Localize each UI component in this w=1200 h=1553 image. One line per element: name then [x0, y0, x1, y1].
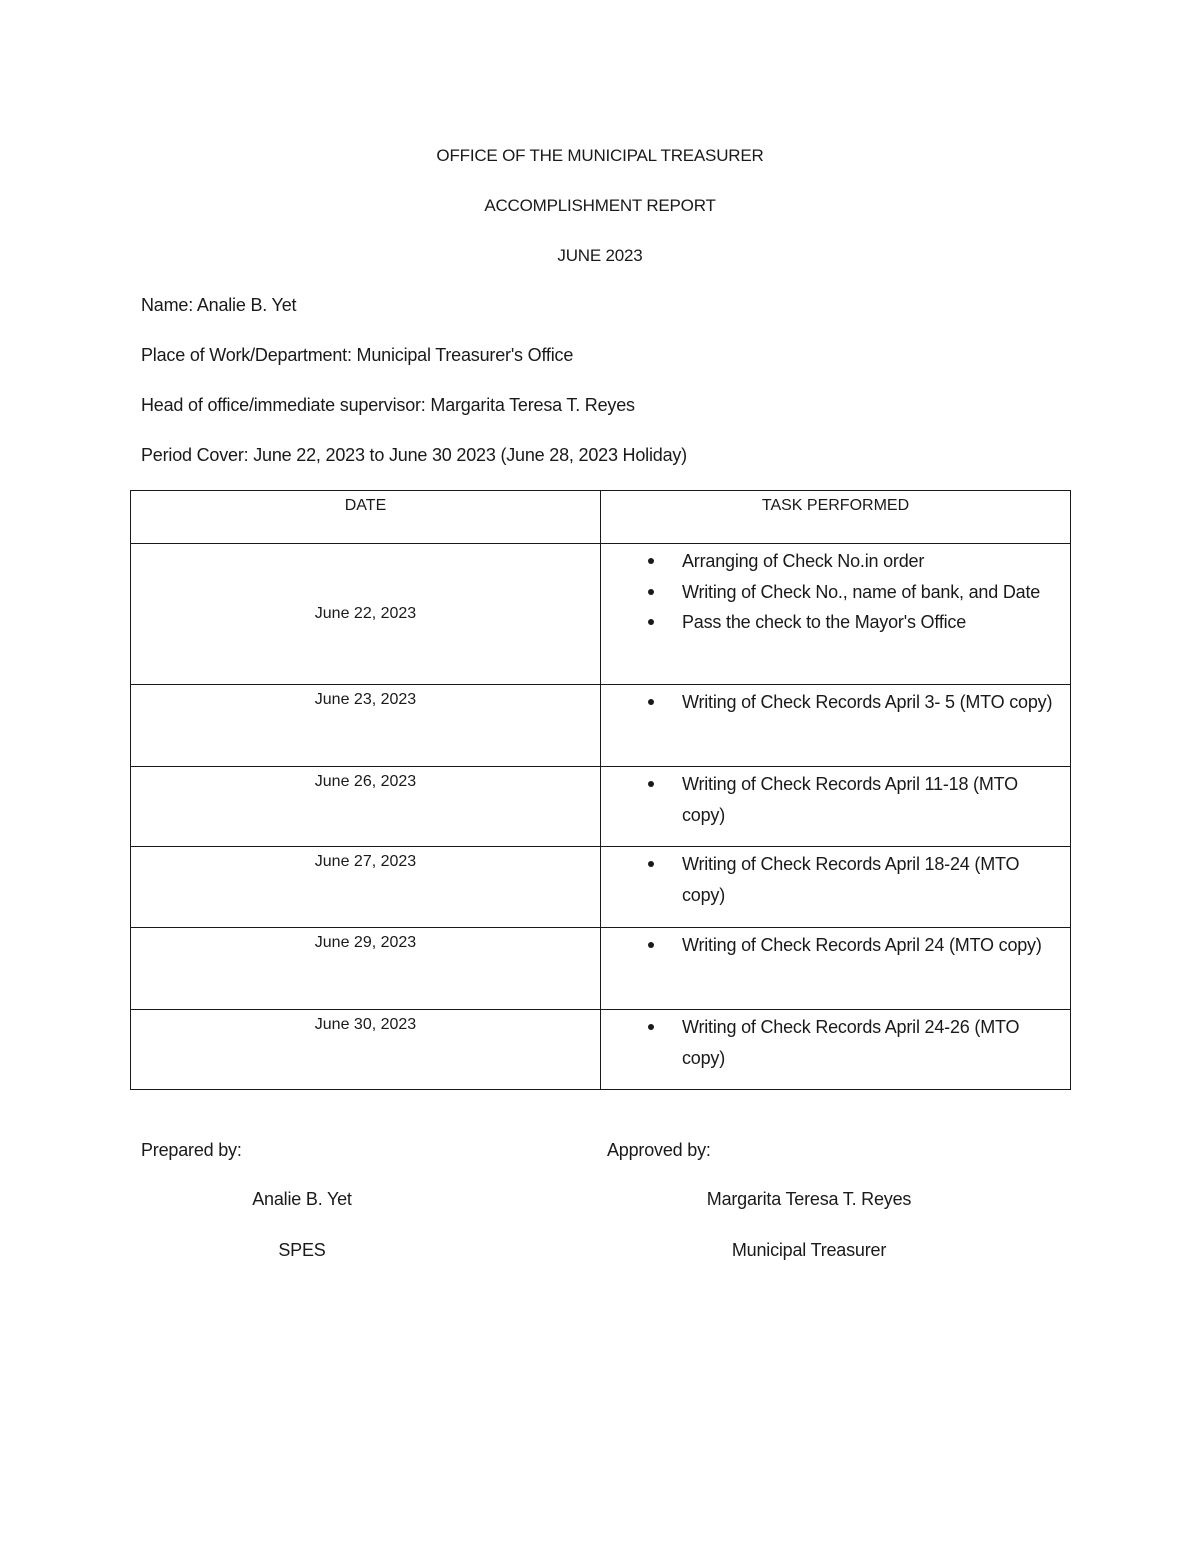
task-item: Writing of Check Records April 24-26 (MTO copy) [601, 1012, 1070, 1073]
task-item: Writing of Check Records April 11-18 (MTO copy) [601, 769, 1070, 830]
table-row [131, 544, 1071, 685]
approved-by-name: Margarita Teresa T. Reyes [706, 1189, 912, 1209]
task-item: Writing of Check Records April 24 (MTO copy) [601, 930, 1070, 961]
row-date: June 26, 2023 [131, 767, 601, 847]
row-tasks [601, 847, 1071, 928]
row-date: June 30, 2023 [131, 1010, 601, 1090]
task-item: Pass the check to the Mayor's Office [601, 607, 1070, 638]
row-tasks [601, 1010, 1071, 1090]
row-tasks [601, 685, 1071, 767]
row-tasks [601, 767, 1071, 847]
approved-by-title: Municipal Treasurer [731, 1240, 887, 1260]
task-item: Writing of Check Records April 3- 5 (MTO copy) [601, 687, 1070, 718]
row-tasks [601, 544, 1071, 685]
info-name: Name: Analie B. Yet [141, 295, 297, 315]
table-row [131, 685, 1071, 767]
office-heading: OFFICE OF THE MUNICIPAL TREASURER [436, 146, 764, 165]
table-row [131, 928, 1071, 1010]
accomplishment-table [130, 490, 1071, 1090]
report-title: ACCOMPLISHMENT REPORT [484, 196, 716, 215]
header-date: DATE [131, 491, 601, 544]
row-date: June 23, 2023 [131, 685, 601, 767]
row-tasks [601, 928, 1071, 1010]
row-date: June 22, 2023 [131, 544, 601, 685]
info-place: Place of Work/Department: Municipal Treasurer's Office [141, 345, 574, 365]
prepared-by-label: Prepared by: [141, 1140, 242, 1160]
info-period: Period Cover: June 22, 2023 to June 30 2023 (June 28, 2023 Holiday) [141, 445, 687, 465]
table-row [131, 1010, 1071, 1090]
table-header-row [131, 491, 1071, 544]
task-item: Arranging of Check No.in order [601, 546, 1070, 577]
info-head: Head of office/immediate supervisor: Margarita Teresa T. Reyes [141, 395, 635, 415]
approved-by-label: Approved by: [607, 1140, 711, 1160]
header-task: TASK PERFORMED [601, 491, 1071, 544]
row-date: June 27, 2023 [131, 847, 601, 928]
prepared-by-name: Analie B. Yet [252, 1189, 352, 1209]
prepared-by-title: SPES [278, 1240, 326, 1260]
table-row [131, 767, 1071, 847]
task-item: Writing of Check No., name of bank, and Date [601, 577, 1070, 608]
row-date: June 29, 2023 [131, 928, 601, 1010]
table-row [131, 847, 1071, 928]
report-month: JUNE 2023 [557, 246, 643, 265]
task-item: Writing of Check Records April 18-24 (MTO copy) [601, 849, 1070, 910]
